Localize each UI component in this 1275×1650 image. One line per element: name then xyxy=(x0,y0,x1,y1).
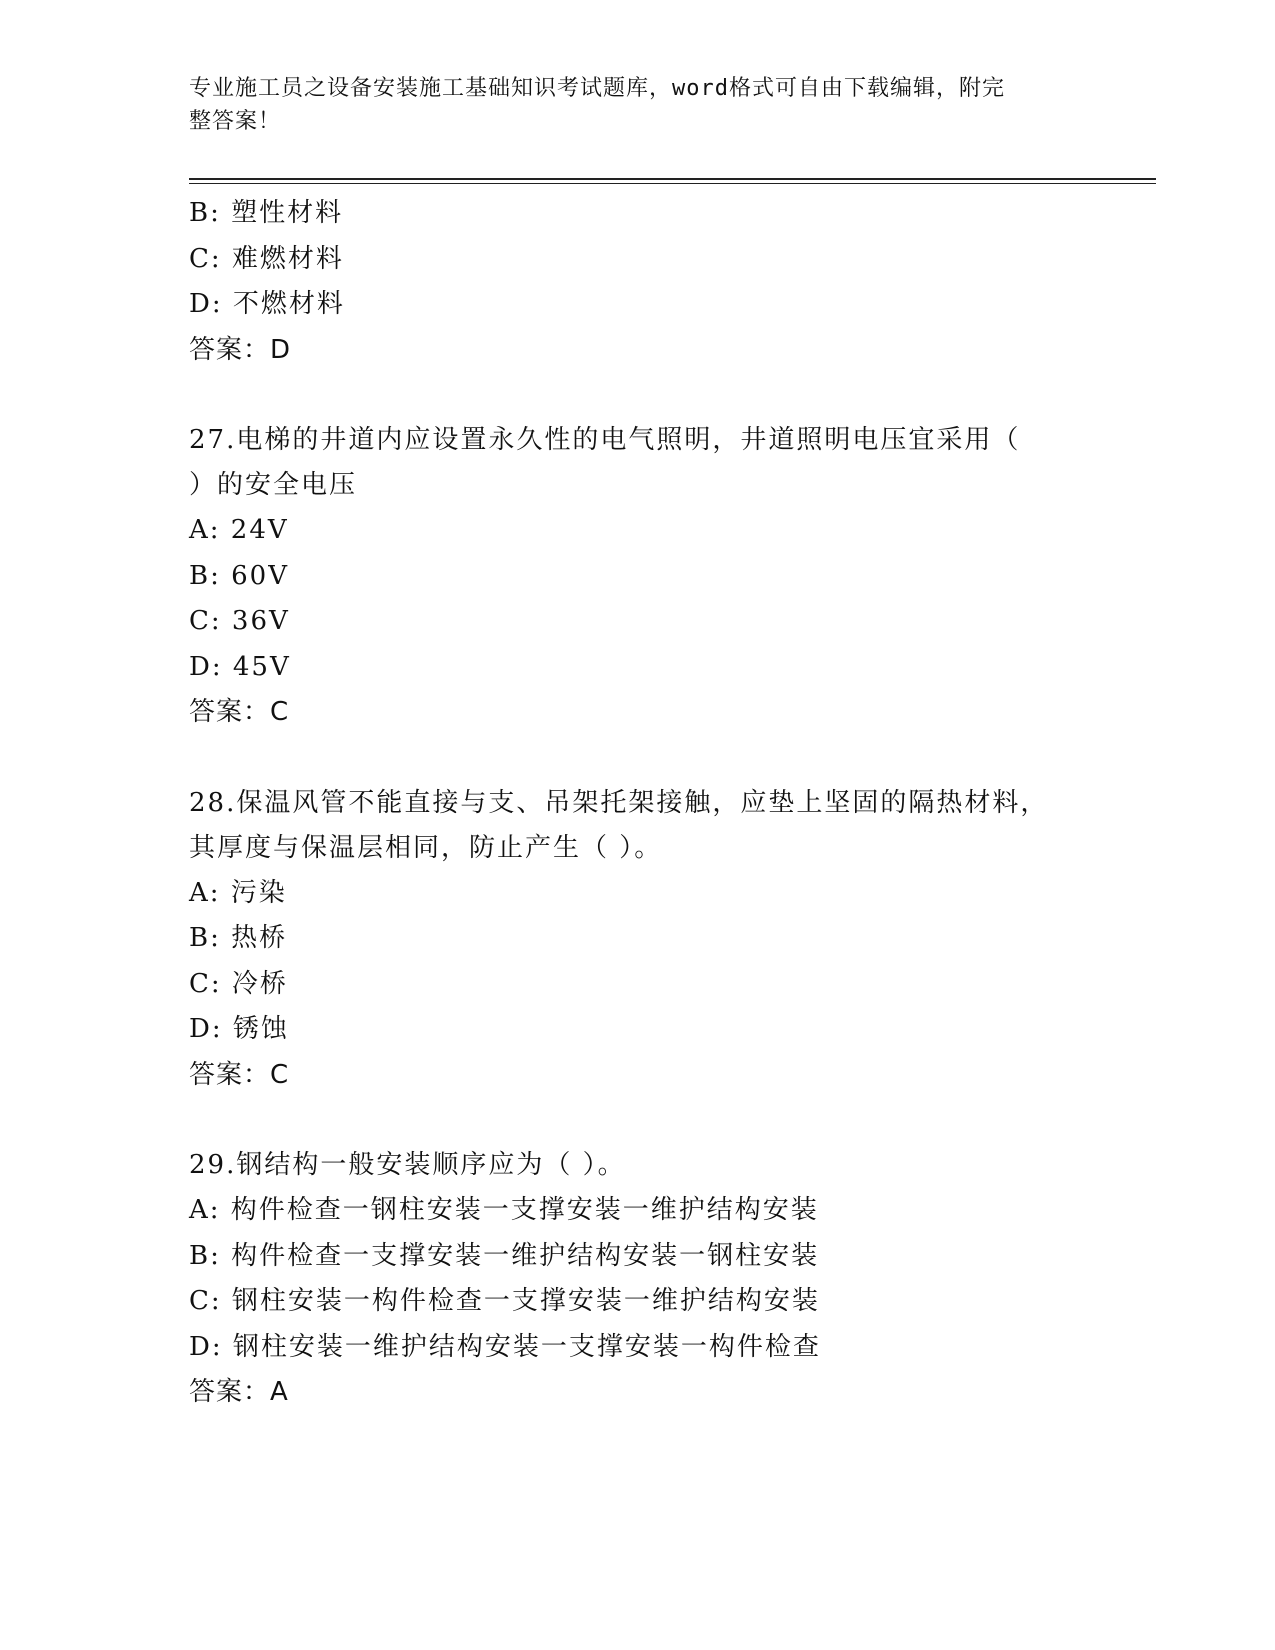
option-d: D: 不燃材料 xyxy=(189,289,345,319)
option-a: A: 构件检查一钢柱安装一支撑安装一维护结构安装 xyxy=(189,1195,819,1225)
option-b: B: 构件检查一支撑安装一维护结构安装一钢柱安装 xyxy=(189,1240,820,1271)
option-a: A: 污染 xyxy=(189,877,287,908)
question-stem-line-2: 其厚度与保温层相同，防止产生（ ）。 xyxy=(189,832,663,863)
option-c: C: 钢柱安装一构件检查一支撑安装一维护结构安装 xyxy=(189,1286,820,1316)
option-d: D: 45V xyxy=(189,651,291,682)
option-b: B: 60V xyxy=(189,560,289,591)
option-a: A: 24V xyxy=(189,515,289,545)
header-line-2: 整答案！ xyxy=(189,109,282,134)
header-divider-thin xyxy=(189,183,1156,184)
option-b: B: 塑性材料 xyxy=(189,198,344,228)
question-27 xyxy=(189,418,1089,736)
answer-line: 答案：A xyxy=(189,1377,289,1407)
header-divider-thick xyxy=(189,178,1156,180)
spacer xyxy=(189,1098,1089,1143)
question-29 xyxy=(189,1143,1089,1416)
question-26-continued xyxy=(189,191,1089,373)
question-28 xyxy=(189,781,1089,1099)
header-line-1: 专业施工员之设备安装施工基础知识考试题库，word格式可自由下载编辑，附完 xyxy=(189,76,1005,101)
option-d: D: 钢柱安装一维护结构安装一支撑安装一构件检查 xyxy=(189,1331,821,1362)
question-content xyxy=(189,191,1089,1416)
answer-line: 答案：C xyxy=(189,1059,290,1090)
option-c: C: 冷桥 xyxy=(189,968,288,999)
option-d: D: 锈蚀 xyxy=(189,1014,289,1044)
document-header xyxy=(189,72,1069,138)
answer-line: 答案：D xyxy=(189,334,292,365)
spacer xyxy=(189,736,1089,781)
question-stem-line-1: 28.保温风管不能直接与支、吊架托架接触，应垫上坚固的隔热材料， xyxy=(189,787,1049,818)
question-stem-line-1: 27.电梯的井道内应设置永久性的电气照明，井道照明电压宜采用（ xyxy=(189,425,1021,455)
option-b: B: 热桥 xyxy=(189,923,288,953)
spacer xyxy=(189,373,1089,418)
option-c: C: 难燃材料 xyxy=(189,243,344,274)
option-c: C: 36V xyxy=(189,606,290,636)
question-stem-line-2: ）的安全电压 xyxy=(189,470,358,500)
question-stem-line-1: 29.钢结构一般安装顺序应为（ ）。 xyxy=(189,1150,626,1180)
answer-line: 答案：C xyxy=(189,697,290,727)
